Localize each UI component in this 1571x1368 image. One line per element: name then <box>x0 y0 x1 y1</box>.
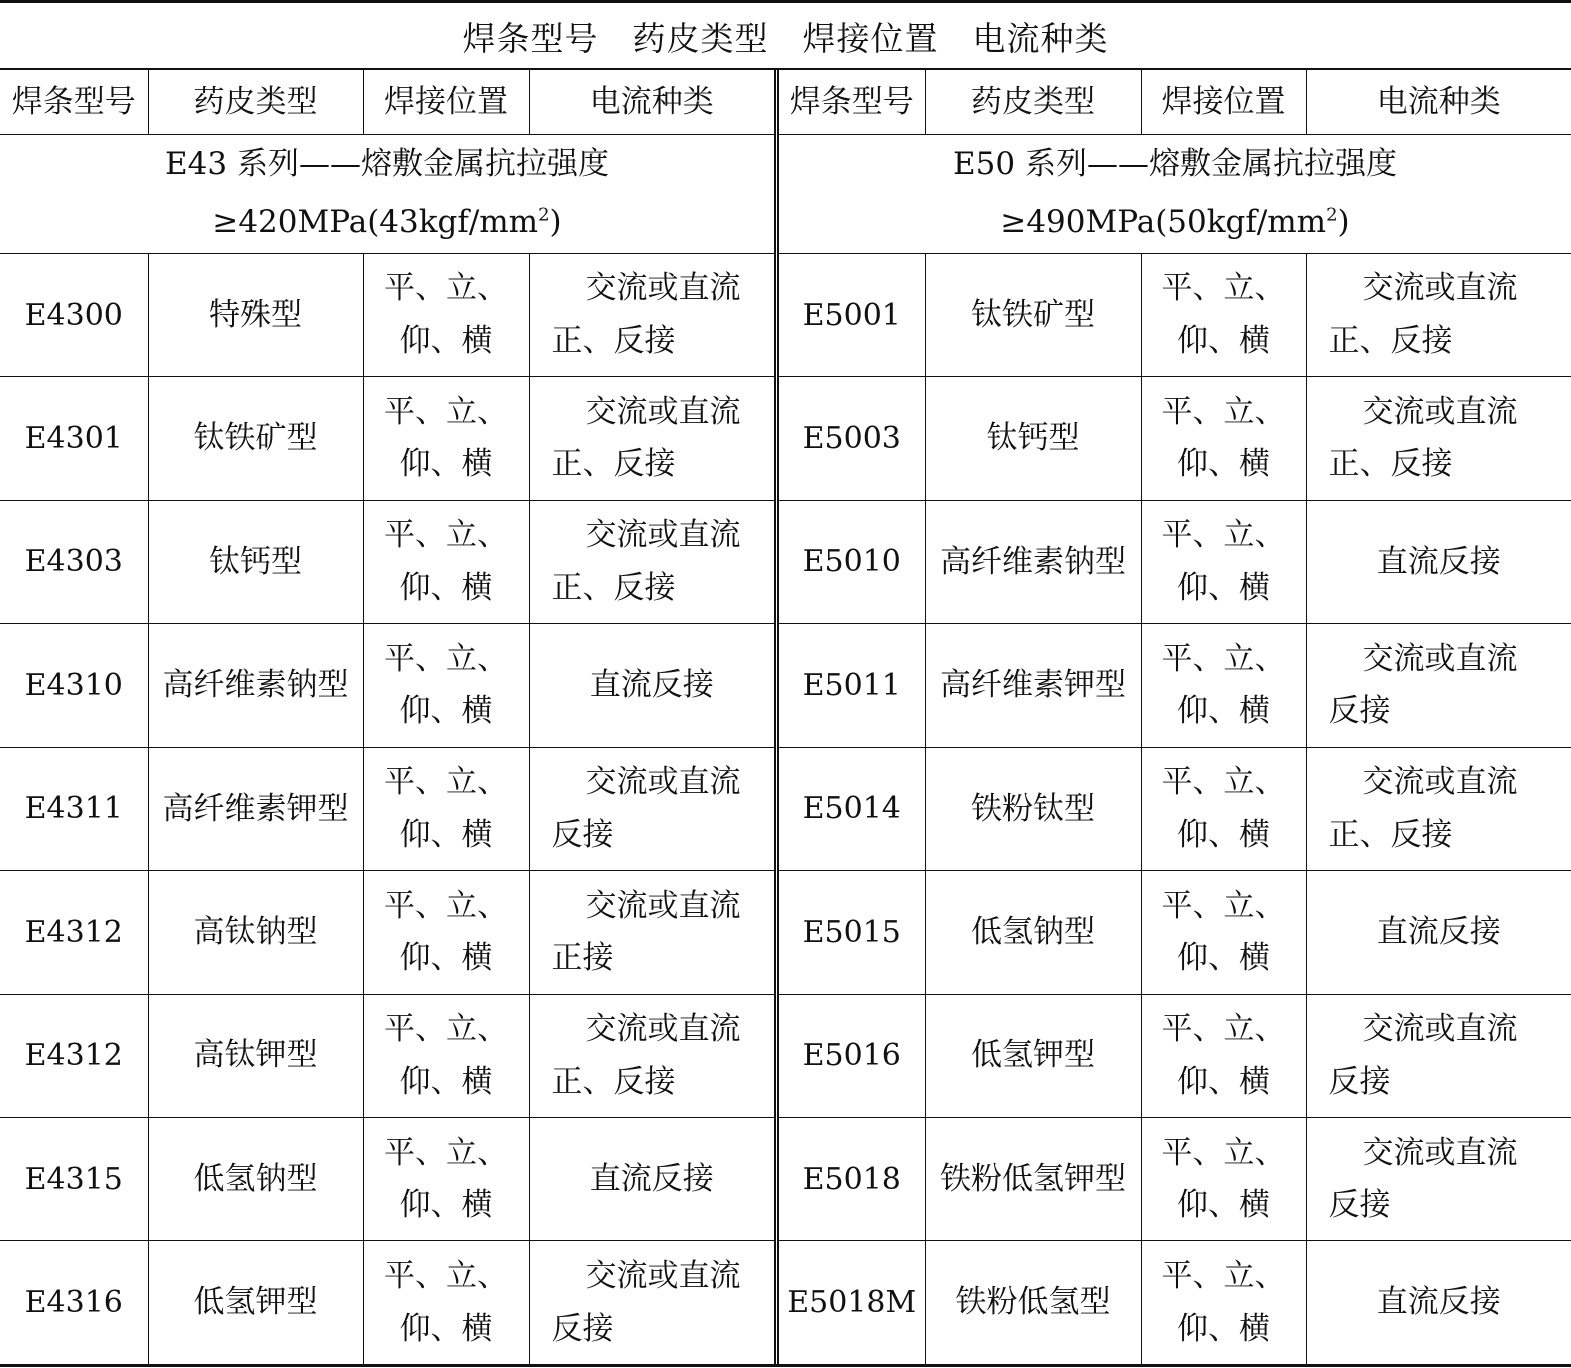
current-line1: 交流或直流 <box>585 887 741 924</box>
position-line1: 平、立、 <box>384 1134 508 1171</box>
current-type-cell: 直流反接 <box>1306 500 1571 623</box>
table-row <box>779 500 1571 623</box>
current-type-cell <box>1306 994 1571 1117</box>
position-line1: 平、立、 <box>384 393 508 430</box>
current-type-cell: 直流反接 <box>529 1117 774 1240</box>
series-strength-close: ) <box>1337 203 1350 240</box>
position-line2: 仰、横 <box>1177 1063 1270 1100</box>
series-strength-value: ≥420MPa(43kgf/mm <box>212 203 539 240</box>
welding-position-cell <box>1141 1241 1306 1364</box>
electrode-model-cell: E4315 <box>0 1117 148 1240</box>
current-type-cell: 直流反接 <box>529 624 774 747</box>
electrode-model-cell: E5016 <box>779 994 925 1117</box>
electrode-model-cell: E5010 <box>779 500 925 623</box>
coating-type-cell: 高纤维素钾型 <box>148 747 363 870</box>
column-header: 药皮类型 <box>148 70 363 134</box>
current-line2: 反接 <box>1328 1187 1391 1224</box>
current-line2: 正、反接 <box>551 1063 676 1100</box>
series-strength-close: ) <box>549 203 562 240</box>
position-line2: 仰、横 <box>399 1310 493 1347</box>
coating-type-cell: 钛铁矿型 <box>925 253 1141 376</box>
table-row <box>779 624 1571 747</box>
current-line2: 正、反接 <box>1328 816 1453 853</box>
coating-type-cell: 低氢钾型 <box>148 1241 363 1364</box>
current-type-cell <box>1306 253 1571 376</box>
coating-type-cell: 钛钙型 <box>925 377 1141 500</box>
current-line1: 交流或直流 <box>1362 1011 1518 1048</box>
position-line2: 仰、横 <box>399 569 493 606</box>
position-line2: 仰、横 <box>1177 1187 1270 1224</box>
table-row <box>0 1241 774 1364</box>
position-line1: 平、立、 <box>1161 1011 1286 1048</box>
position-line2: 仰、横 <box>399 940 493 977</box>
welding-position-cell <box>1141 994 1306 1117</box>
series-title-line2 <box>0 194 774 251</box>
electrode-model-cell: E4311 <box>0 747 148 870</box>
current-line2: 反接 <box>551 1310 614 1347</box>
current-line2: 正、反接 <box>551 323 676 360</box>
series-unit-exponent: 2 <box>538 204 550 226</box>
column-header: 焊接位置 <box>363 70 529 134</box>
header-row <box>0 70 774 134</box>
position-line2: 仰、横 <box>1177 323 1270 360</box>
welding-position-cell <box>1141 747 1306 870</box>
current-line2: 反接 <box>1328 1063 1391 1100</box>
column-header: 药皮类型 <box>925 70 1141 134</box>
series-title-line1: E50 系列——熔敷金属抗拉强度 <box>953 146 1397 183</box>
coating-type-cell: 铁粉低氢型 <box>925 1241 1141 1364</box>
coating-type-cell: 高纤维素钠型 <box>148 624 363 747</box>
position-line2: 仰、横 <box>1177 693 1270 730</box>
welding-position-cell <box>363 500 529 623</box>
table-row <box>0 747 774 870</box>
left-table-container <box>0 70 774 1364</box>
current-type-cell <box>1306 1117 1571 1240</box>
coating-type-cell: 高钛钾型 <box>148 994 363 1117</box>
coating-type-cell: 钛铁矿型 <box>148 377 363 500</box>
current-line2: 正、反接 <box>551 569 676 606</box>
current-line1: 交流或直流 <box>1362 640 1518 677</box>
bottom-rule <box>0 1364 1571 1367</box>
welding-position-cell <box>1141 871 1306 994</box>
caption-item: 焊接位置 <box>802 18 939 58</box>
electrode-model-cell: E4310 <box>0 624 148 747</box>
electrode-model-cell: E5018 <box>779 1117 925 1240</box>
position-line2: 仰、横 <box>399 323 493 360</box>
series-unit-exponent: 2 <box>1326 204 1338 226</box>
position-line1: 平、立、 <box>1161 1258 1286 1295</box>
current-line2: 正、反接 <box>1328 323 1453 360</box>
table-row <box>0 253 774 376</box>
current-line1: 交流或直流 <box>585 764 741 801</box>
caption-item: 药皮类型 <box>632 18 769 58</box>
current-line1: 交流或直流 <box>585 517 741 554</box>
series-strength-value: ≥490MPa(50kgf/mm <box>1000 203 1327 240</box>
table-row <box>779 1117 1571 1240</box>
right-table-container <box>779 70 1571 1364</box>
current-line1: 交流或直流 <box>1362 393 1518 430</box>
electrode-model-cell: E4301 <box>0 377 148 500</box>
current-line2: 反接 <box>1328 693 1391 730</box>
electrode-model-cell: E5014 <box>779 747 925 870</box>
current-type-cell <box>529 500 774 623</box>
caption-item: 电流种类 <box>972 18 1109 58</box>
electrode-model-cell: E5001 <box>779 253 925 376</box>
electrode-model-cell: E4316 <box>0 1241 148 1364</box>
welding-position-cell <box>1141 377 1306 500</box>
current-type-cell <box>529 253 774 376</box>
table-row <box>779 253 1571 376</box>
electrode-model-cell: E4300 <box>0 253 148 376</box>
position-line1: 平、立、 <box>1161 887 1286 924</box>
current-type-cell <box>529 1241 774 1364</box>
current-type-cell <box>529 747 774 870</box>
coating-type-cell: 特殊型 <box>148 253 363 376</box>
series-title-line1: E43 系列——熔敷金属抗拉强度 <box>165 146 609 183</box>
coating-type-cell: 铁粉低氢钾型 <box>925 1117 1141 1240</box>
current-line1: 交流或直流 <box>1362 270 1518 307</box>
position-line1: 平、立、 <box>384 887 508 924</box>
coating-type-cell: 钛钙型 <box>148 500 363 623</box>
current-line2: 正接 <box>551 940 614 977</box>
electrode-model-cell: E5003 <box>779 377 925 500</box>
position-line1: 平、立、 <box>1161 640 1286 677</box>
welding-position-cell <box>363 1241 529 1364</box>
series-title-row <box>0 134 774 253</box>
position-line1: 平、立、 <box>384 270 508 307</box>
current-line2: 正、反接 <box>1328 446 1453 483</box>
current-type-cell <box>1306 377 1571 500</box>
position-line1: 平、立、 <box>384 640 508 677</box>
header-row <box>779 70 1571 134</box>
current-line1: 交流或直流 <box>585 270 741 307</box>
table-caption <box>0 4 1571 68</box>
current-type-cell: 直流反接 <box>1306 871 1571 994</box>
position-line1: 平、立、 <box>1161 517 1286 554</box>
coating-type-cell: 低氢钾型 <box>925 994 1141 1117</box>
table-row <box>779 871 1571 994</box>
column-header: 焊接位置 <box>1141 70 1306 134</box>
electrode-model-cell: E4303 <box>0 500 148 623</box>
table-row <box>0 871 774 994</box>
e43-series-table <box>0 70 774 1364</box>
coating-type-cell: 高纤维素钾型 <box>925 624 1141 747</box>
table-row <box>779 1241 1571 1364</box>
current-type-cell <box>529 871 774 994</box>
welding-position-cell <box>363 1117 529 1240</box>
current-line1: 交流或直流 <box>1362 764 1518 801</box>
coating-type-cell: 高钛钠型 <box>148 871 363 994</box>
current-line2: 反接 <box>551 816 614 853</box>
table-row <box>0 500 774 623</box>
current-line1: 交流或直流 <box>585 1258 741 1295</box>
position-line1: 平、立、 <box>1161 764 1286 801</box>
welding-position-cell <box>363 253 529 376</box>
series-title-line2 <box>779 194 1571 251</box>
position-line1: 平、立、 <box>384 1011 508 1048</box>
electrode-model-cell: E5011 <box>779 624 925 747</box>
series-title-cell <box>0 134 774 253</box>
table-row <box>0 994 774 1117</box>
position-line1: 平、立、 <box>384 517 508 554</box>
coating-type-cell: 铁粉钛型 <box>925 747 1141 870</box>
caption-item: 焊条型号 <box>462 18 599 58</box>
current-line1: 交流或直流 <box>585 1011 741 1048</box>
current-line2: 正、反接 <box>551 446 676 483</box>
current-line1: 交流或直流 <box>585 393 741 430</box>
position-line2: 仰、横 <box>399 1187 493 1224</box>
table-row <box>779 377 1571 500</box>
coating-type-cell: 高纤维素钠型 <box>925 500 1141 623</box>
current-type-cell: 直流反接 <box>1306 1241 1571 1364</box>
table-row <box>0 624 774 747</box>
position-line2: 仰、横 <box>399 446 493 483</box>
current-type-cell <box>1306 747 1571 870</box>
series-title-cell <box>779 134 1571 253</box>
position-line2: 仰、横 <box>399 1063 493 1100</box>
welding-position-cell <box>363 871 529 994</box>
position-line1: 平、立、 <box>1161 393 1286 430</box>
table-row <box>0 377 774 500</box>
position-line1: 平、立、 <box>384 1258 508 1295</box>
current-type-cell <box>1306 624 1571 747</box>
position-line1: 平、立、 <box>1161 270 1286 307</box>
position-line1: 平、立、 <box>1161 1134 1286 1171</box>
welding-position-cell <box>363 994 529 1117</box>
current-type-cell <box>529 994 774 1117</box>
position-line2: 仰、横 <box>1177 1310 1270 1347</box>
column-header: 电流种类 <box>529 70 774 134</box>
welding-position-cell <box>1141 500 1306 623</box>
column-header: 电流种类 <box>1306 70 1571 134</box>
electrode-model-cell: E4312 <box>0 871 148 994</box>
position-line2: 仰、横 <box>1177 940 1270 977</box>
column-header: 焊条型号 <box>779 70 925 134</box>
electrode-model-cell: E5018M <box>779 1241 925 1364</box>
series-title-row <box>779 134 1571 253</box>
welding-position-cell <box>1141 1117 1306 1240</box>
position-line1: 平、立、 <box>384 764 508 801</box>
top-rule <box>0 0 1571 3</box>
table-row <box>779 747 1571 870</box>
welding-position-cell <box>363 377 529 500</box>
column-header: 焊条型号 <box>0 70 148 134</box>
position-line2: 仰、横 <box>1177 816 1270 853</box>
table-row <box>779 994 1571 1117</box>
coating-type-cell: 低氢钠型 <box>925 871 1141 994</box>
welding-position-cell <box>363 747 529 870</box>
e50-series-table <box>779 70 1571 1364</box>
table-row <box>0 1117 774 1240</box>
current-line1: 交流或直流 <box>1362 1134 1518 1171</box>
welding-position-cell <box>1141 253 1306 376</box>
current-type-cell <box>529 377 774 500</box>
electrode-model-cell: E4312 <box>0 994 148 1117</box>
coating-type-cell: 低氢钠型 <box>148 1117 363 1240</box>
electrode-model-cell: E5015 <box>779 871 925 994</box>
position-line2: 仰、横 <box>399 816 493 853</box>
welding-position-cell <box>363 624 529 747</box>
position-line2: 仰、横 <box>1177 446 1270 483</box>
position-line2: 仰、横 <box>1177 569 1270 606</box>
position-line2: 仰、横 <box>399 693 493 730</box>
welding-position-cell <box>1141 624 1306 747</box>
